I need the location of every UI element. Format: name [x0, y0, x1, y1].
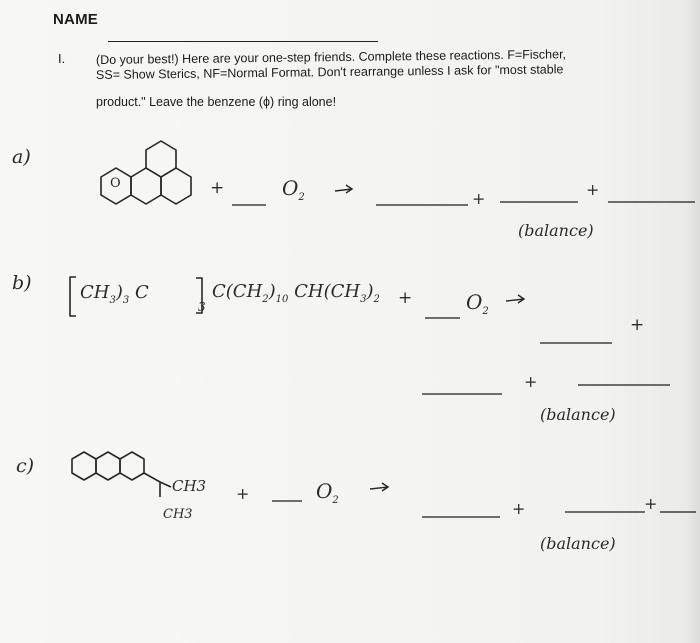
reaction-a-balance-note: (balance) [518, 221, 594, 240]
reaction-b-label: b) [12, 272, 32, 294]
reaction-a-plus-1: + [210, 178, 225, 198]
reaction-b-o2: $O_2$ [466, 290, 489, 317]
arrow-c [370, 483, 388, 491]
reaction-a-plus-3: + [586, 180, 600, 199]
reaction-c-label: c) [16, 455, 35, 477]
hexagon-ring-c-3 [120, 452, 144, 480]
reaction-b-plus-3: + [524, 372, 538, 391]
reaction-a-plus-2: + [472, 189, 486, 208]
reaction-c-plus-2: + [512, 499, 526, 518]
reaction-b-plus-1: + [398, 288, 413, 308]
reaction-c-plus-3: + [644, 494, 658, 513]
reaction-c-substituent-bottom: CH3 [163, 507, 193, 522]
arrow-b [506, 295, 524, 303]
reaction-b-plus-2: + [630, 315, 645, 335]
reaction-c-substituent-top: CH3 [172, 477, 207, 495]
reaction-c-plus-1: + [236, 484, 250, 503]
arrow-a [335, 185, 352, 193]
reaction-c-o2: $O_2$ [316, 479, 339, 506]
paper-edge-shadow [686, 0, 700, 643]
bracket-left [70, 277, 76, 316]
reaction-b-formula-left: $CH_3)_3$ C [80, 282, 149, 306]
reaction-b-balance-note: (balance) [540, 405, 616, 424]
reaction-b-formula-right: $C(CH_2)_{10}$ $CH(CH_3)_2$ [212, 281, 380, 305]
reaction-a-label: a) [12, 146, 31, 168]
reaction-c-balance-note: (balance) [540, 534, 616, 553]
hexagon-ring-c-1 [72, 452, 96, 480]
name-label: NAME [53, 11, 98, 28]
instruction-line-3: product." Leave the benzene (ϕ) ring alone! [96, 95, 337, 109]
instruction-line-2: SS= Show Sterics, NF=Normal Format. Don't rearrange unless I ask for "most stable [95, 62, 564, 82]
hexagon-ring-a-4 [161, 168, 191, 204]
ring-label-phenyl: O [110, 176, 121, 191]
question-number: I. [58, 51, 66, 66]
hexagon-ring-c-2 [96, 452, 120, 480]
quaternary-carbon-bonds [144, 473, 160, 497]
reaction-a-o2: $O_2$ [282, 176, 305, 203]
instruction-line-1: (Do your best!) Here are your one-step friends. Complete these reactions. F=Fischer, [95, 47, 567, 67]
reaction-b-bracket-subscript: 3 [198, 300, 206, 314]
